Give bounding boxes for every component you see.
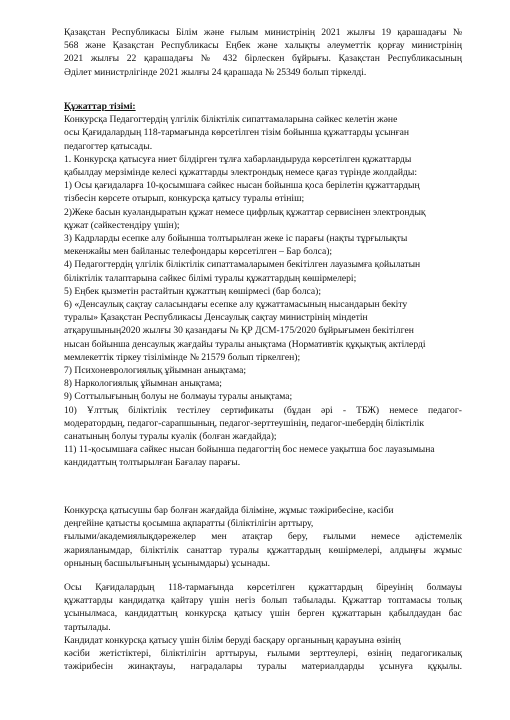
competition-line: Конкурсқа қатысушы бар болған жағдайда біліміне, жұмыс тәжірибесіне, кәсіби	[64, 505, 394, 516]
docs-line: құжат (сәйкестендіру үшін);	[64, 219, 180, 231]
competition-line: деңгейіне қатысты қосымша ақпаратты (біліктілігін арттыру,	[64, 518, 314, 530]
rules-paragraph	[64, 581, 462, 673]
competition-line: орнының басшылығының ұсынымдары) ұсынады.	[64, 557, 270, 569]
docs-line: 3) Кадрларды есепке алу бойынша толтырылған жеке іс парағы (нақты тұрғылықты	[64, 233, 408, 245]
docs-line: 5) Еңбек қызметін растайтын құжаттың көшірмесі (бар болса);	[64, 285, 321, 297]
competition-paragraph	[64, 504, 462, 570]
docs-line: нысан бойынша денсаулық жағдайы туралы анықтама (Нормативтік құқықтық актілерді	[64, 338, 426, 350]
intro-line: Әділет министрлігінде 2021 жылғы 24 қарашада № 25349 болып тіркелді.	[64, 66, 367, 78]
docs-line: 2)Жеке басын куәландыратын құжат немесе цифрлық құжаттар сервисінен электрондық	[64, 206, 426, 218]
docs-line: педагогтер қатысады.	[64, 140, 153, 152]
competition-line: жарияланымдар, біліктілік санаттар туралы құжаттардың көшірмелері, алдыңғы жұмыс	[64, 544, 462, 556]
docs-line: 7) Психоневрологиялық ұйымнан анықтама;	[64, 365, 247, 377]
rules-line: құжаттарды кандидатқа қайтару үшін негіз болып табылады. Құжаттар топтамасы толық	[64, 595, 462, 607]
docs-line: 11) 11-қосымшаға сәйкес нысан бойынша педагогтің бос немесе уақытша бос лауазымына	[64, 444, 435, 456]
docs-line: мекенжайы мен байланыс телефондары көрсетілген – Бар болса);	[64, 246, 333, 258]
docs-line: Конкурсқа Педагогтердің үлгілік біліктілік сипаттамаларына сәйкес келетін және	[64, 114, 398, 126]
docs-line: кандидаттың толтырылған Бағалау парағы.	[64, 457, 241, 469]
docs-line: туралы» Қазақстан Республикасы Денсаулық сақтау министрінің міндетін	[64, 312, 368, 324]
competition-line: ғылыми/академиялықдәрежелер мен атақтар беру, ғылыми немесе әдістемелік	[64, 531, 462, 543]
docs-line: 10) Ұлттық біліктілік тестілеу сертификаты (бұдан әрі - ТБЖ) немесе педагог-	[64, 404, 462, 416]
docs-line: санатының болуы туралы куәлік (болған жағдайда);	[64, 431, 277, 443]
docs-title: Құжаттар тізімі:	[64, 101, 136, 112]
docs-line: осы Қағидалардың 118-тармағында көрсетілген тізім бойынша құжаттарды ұсынған	[64, 127, 409, 139]
docs-line: тізбесін көрсете отырып, конкурсқа қатысу туралы өтініш;	[64, 193, 305, 205]
docs-line: 9) Соттылығының болуы не болмауы туралы анықтама;	[64, 391, 293, 403]
intro-paragraph	[64, 26, 462, 79]
docs-line: біліктілік талаптарына сәйкес білімі туралы құжаттардың көшірмелері;	[64, 272, 357, 284]
docs-line: қабылдау мерзімінде келесі құжаттарды электрондық немесе қағаз түрінде жолдайды:	[64, 167, 418, 179]
docs-line: атқарушының2020 жылғы 30 қазандағы № ҚР ДСМ-175/2020 бұйрығымен бекітілген	[64, 325, 414, 337]
rules-line: ұсынылмаса, кандидаттың конкурсқа қатысу үшін берген құжаттарын қабылдаудан бас	[64, 608, 462, 620]
docs-list-section	[64, 100, 462, 470]
intro-line: 2021 жылғы 22 қарашадағы № 432 бірлескен бұйрығы. Қазақстан Республикасының	[64, 53, 462, 65]
docs-line: 8) Наркологиялық ұйымнан анықтама;	[64, 378, 222, 390]
rules-line: Осы Қағидалардың 118-тармағында көрсетілген құжаттардың біреуінің болмауы	[64, 582, 462, 593]
rules-line: кәсіби жетістіктері, біліктілігін арттыруы, ғылыми зерттеулері, өзінің педагогикалық	[64, 648, 462, 660]
docs-line: 1. Конкурсқа қатысуға ниет білдірген тұлға хабарландыруда көрсетілген құжаттарды	[64, 153, 412, 165]
rules-line: тартылады.	[64, 621, 111, 633]
docs-line: мемлекеттік тіркеу тізілімінде № 21579 болып тіркелген);	[64, 351, 301, 363]
rules-line: Кандидат конкурсқа қатысу үшін білім беруді басқару органының қарауына өзінің	[64, 634, 401, 646]
intro-line: 568 және Қазақстан Республикасы Еңбек және халықты әлеуметтік қорғау министрінің	[64, 40, 462, 52]
docs-line: 1) Осы қағидаларға 10-қосымшаға сәйкес нысан бойынша қоса берілетін құжаттардың	[64, 180, 420, 192]
docs-line: модератордың, педагог-сарапшының, педагог-зерттеушінің, педагог-шебердің біліктілік	[64, 417, 425, 429]
docs-line: 6) «Денсаулық сақтау саласындағы есепке алу құжаттамасының нысандарын бекіту	[64, 299, 408, 311]
docs-line: 4) Педагогтердің үлгілік біліктілік сипаттамаларымен бекітілген лауазымға қойылатын	[64, 259, 421, 271]
intro-line: Қазақстан Республикасы Білім және ғылым министрінің 2021 жылғы 19 қарашадағы №	[64, 27, 462, 38]
rules-line: тәжірибесін жинақтауы, наградалары туралы материалдарды ұсынуға құқылы.	[64, 661, 462, 673]
